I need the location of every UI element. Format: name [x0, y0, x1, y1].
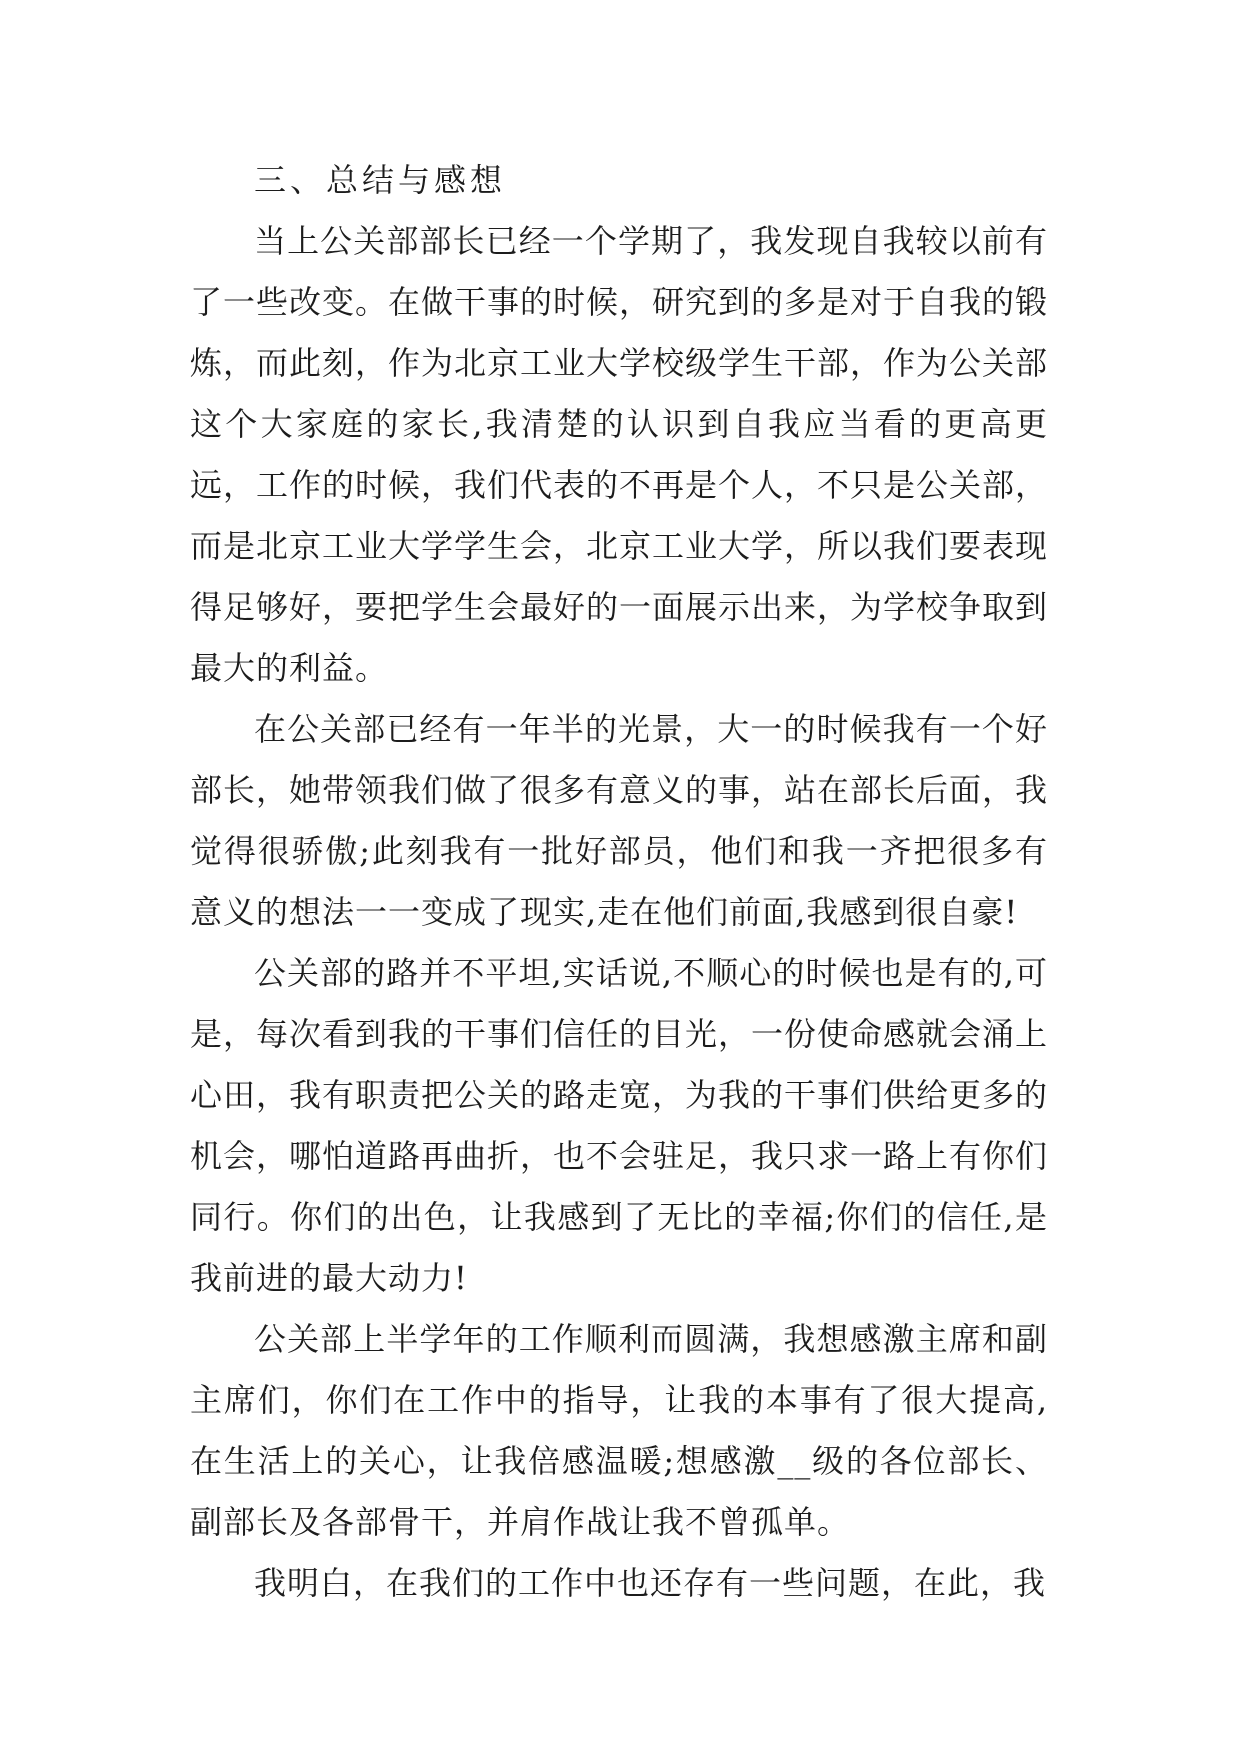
paragraph-4: 公关部上半学年的工作顺利而圆满，我想感激主席和副主席们，你们在工作中的指导，让我的本事有了很大提高,在生活上的关心，让我倍感温暖;想感激__级的各位部长、副部长及各部骨干，并肩作战让我不曾孤单。: [190, 1320, 1048, 1541]
document-page: [190, 150, 1048, 1614]
paragraph-2: 在公关部已经有一年半的光景，大一的时候我有一个好部长，她带领我们做了很多有意义的事，站在部长后面，我觉得很骄傲;此刻我有一批好部员，他们和我一齐把很多有意义的想法一一变成了现实,走在他们前面,我感到很自豪!: [190, 710, 1049, 931]
paragraph-5: 我明白，在我们的工作中也还存有一些问题，在此，我: [254, 1564, 1047, 1602]
section-heading: 三、总结与感想: [254, 161, 507, 199]
paragraph-3: 公关部的路并不平坦,实话说,不顺心的时候也是有的,可是，每次看到我的干事们信任的目光，一份使命感就会涌上心田，我有职责把公关的路走宽，为我的干事们供给更多的机会，哪怕道路再曲折，也不会驻足，我只求一路上有你们同行。你们的出色，让我感到了无比的幸福;你们的信任,是我前进的最大动力!: [190, 954, 1049, 1297]
paragraph-1: 当上公关部部长已经一个学期了，我发现自我较以前有了一些改变。在做干事的时候，研究到的多是对于自我的锻炼，而此刻，作为北京工业大学校级学生干部，作为公关部这个大家庭的家长,我清楚的认识到自我应当看的更高更远，工作的时候，我们代表的不再是个人，不只是公关部，而是北京工业大学学生会，北京工业大学，所以我们要表现得足够好，要把学生会最好的一面展示出来，为学校争取到最大的利益。: [190, 222, 1049, 687]
